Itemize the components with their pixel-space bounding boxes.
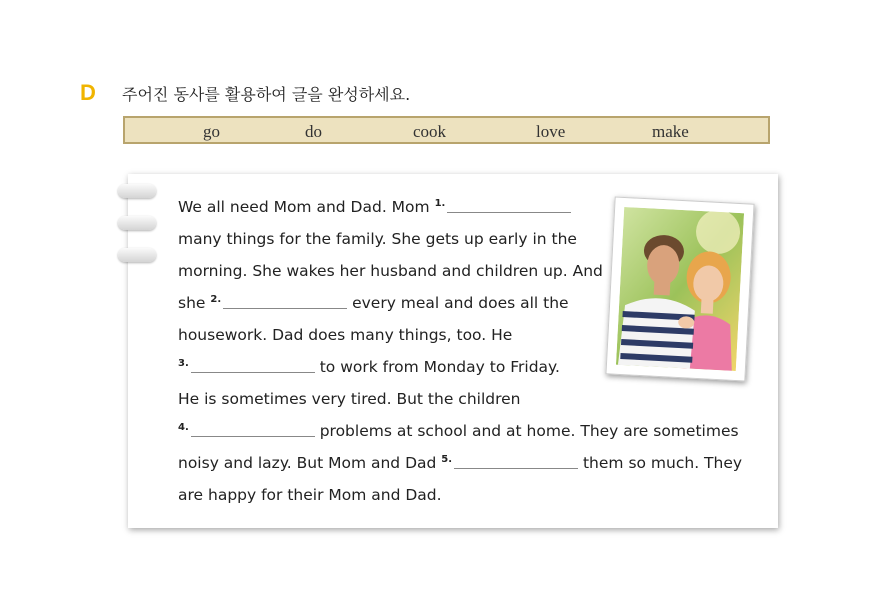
passage-line: He is sometimes very tired. But the children bbox=[178, 390, 521, 408]
answer-blank-2[interactable] bbox=[223, 294, 347, 309]
word-bank bbox=[123, 116, 770, 144]
blank-number: 1. bbox=[434, 198, 446, 209]
answer-blank-4[interactable] bbox=[191, 422, 315, 437]
answer-blank-1[interactable] bbox=[447, 198, 571, 213]
blank-number: 2. bbox=[210, 294, 222, 305]
binder-ring bbox=[118, 184, 156, 198]
passage-line: morning. She wakes her husband and children up. And bbox=[178, 262, 603, 280]
binder-ring bbox=[118, 248, 156, 262]
word-bank-item: love bbox=[536, 122, 566, 141]
word-bank-item: cook bbox=[413, 122, 447, 141]
passage-line: them so much. They bbox=[582, 454, 743, 472]
passage-line: We all need Mom and Dad. Mom bbox=[178, 198, 430, 216]
passage-line: housework. Dad does many things, too. He bbox=[178, 326, 513, 344]
answer-blank-3[interactable] bbox=[191, 358, 315, 373]
blank-number: 5. bbox=[441, 454, 453, 465]
passage-card bbox=[128, 174, 778, 528]
word-bank-item: make bbox=[652, 122, 689, 141]
word-bank-item: do bbox=[305, 122, 322, 141]
passage-line: many things for the family. She gets up early in the bbox=[178, 230, 577, 248]
passage-line: problems at school and at home. They are sometimes bbox=[319, 422, 739, 440]
word-bank-item: go bbox=[203, 122, 220, 141]
section-letter: D bbox=[80, 80, 96, 105]
family-photo bbox=[605, 196, 754, 381]
passage-line: are happy for their Mom and Dad. bbox=[178, 486, 442, 504]
passage-line: to work from Monday to Friday. bbox=[319, 358, 560, 376]
blank-number: 3. bbox=[178, 358, 189, 369]
passage-line: noisy and lazy. But Mom and Dad bbox=[178, 454, 437, 472]
instruction-text: 주어진 동사를 활용하여 글을 완성하세요. bbox=[122, 85, 411, 104]
binder-ring bbox=[118, 216, 156, 230]
passage-line: she bbox=[178, 294, 206, 312]
answer-blank-5[interactable] bbox=[454, 454, 578, 469]
couple-photo-image bbox=[616, 207, 744, 371]
blank-number: 4. bbox=[178, 422, 189, 433]
passage-line: every meal and does all the bbox=[352, 294, 569, 312]
